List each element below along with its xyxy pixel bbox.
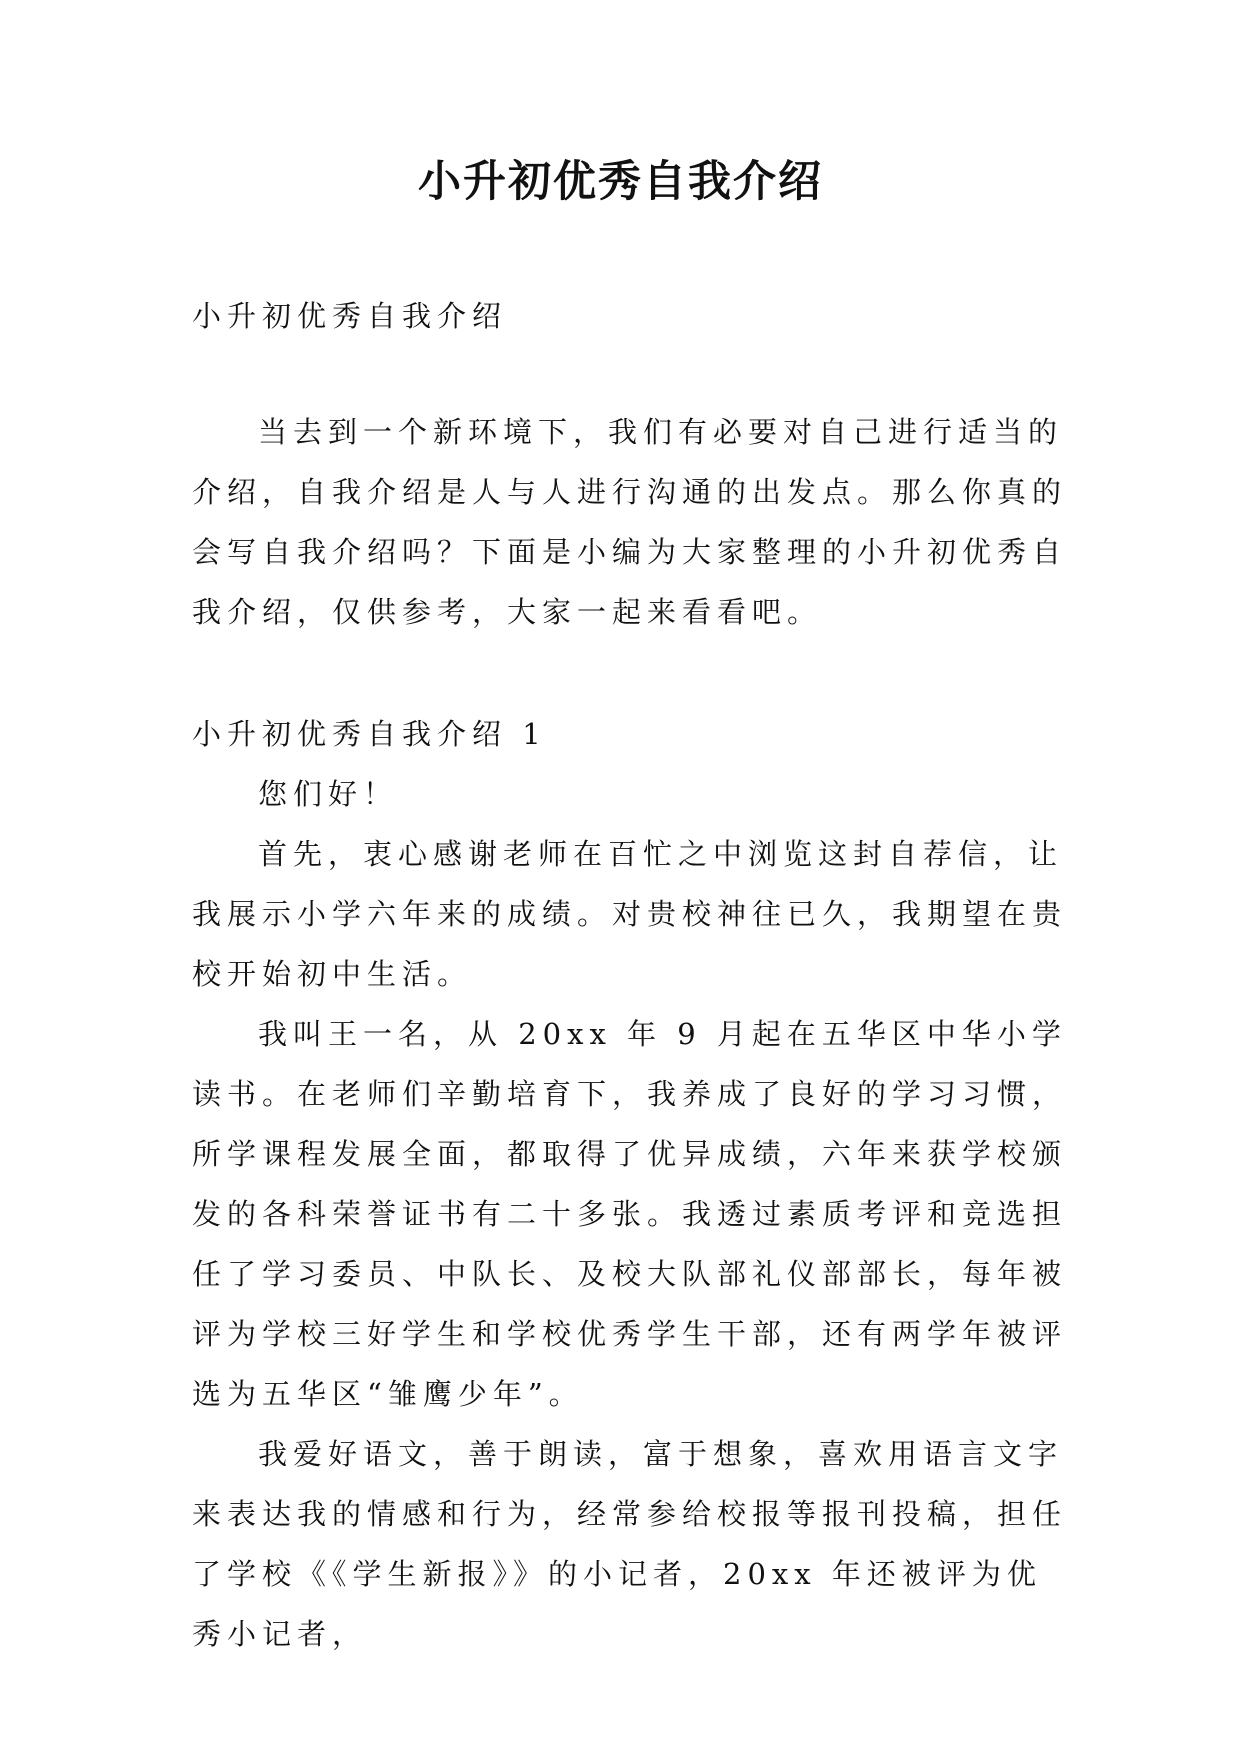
body-paragraph: 首先，衷心感谢老师在百忙之中浏览这封自荐信，让我展示小学六年来的成绩。对贵校神往已久，我期望在贵校开始初中生活。 — [192, 837, 1068, 991]
document-title: 小升初优秀自我介绍 — [418, 157, 823, 207]
body-paragraph: 我爱好语文，善于朗读，富于想象，喜欢用语言文字来表达我的情感和行为，经常参给校报等报刊投稿，担任了学校《《学生新报》》的小记者，20xx 年还被评为优秀小记者， — [192, 1437, 1068, 1651]
section-body — [192, 764, 1072, 1664]
intro-paragraph: 当去到一个新环境下，我们有必要对自己进行适当的介绍，自我介绍是人与人进行沟通的出发点。那么你真的会写自我介绍吗？下面是小编为大家整理的小升初优秀自我介绍，仅供参考，大家一起来看看吧。 — [192, 415, 1068, 629]
section-heading: 小升初优秀自我介绍 1 — [192, 717, 547, 751]
document-subtitle: 小升初优秀自我介绍 — [192, 299, 508, 333]
greeting-paragraph: 您们好！ — [258, 777, 399, 811]
body-paragraph: 我叫王一名，从 20xx 年 9 月起在五华区中华小学读书。在老师们辛勤培育下，我养成了良好的学习习惯，所学课程发展全面，都取得了优异成绩，六年来获学校颁发的各科荣誉证书有二十多张。我透过素质考评和竞选担任了学习委员、中队长、及校大队部礼仪部部长，每年被评为学校三好学生和学校优秀学生干部，还有两学年被评选为五华区“雏鹰少年”。 — [192, 1017, 1068, 1411]
